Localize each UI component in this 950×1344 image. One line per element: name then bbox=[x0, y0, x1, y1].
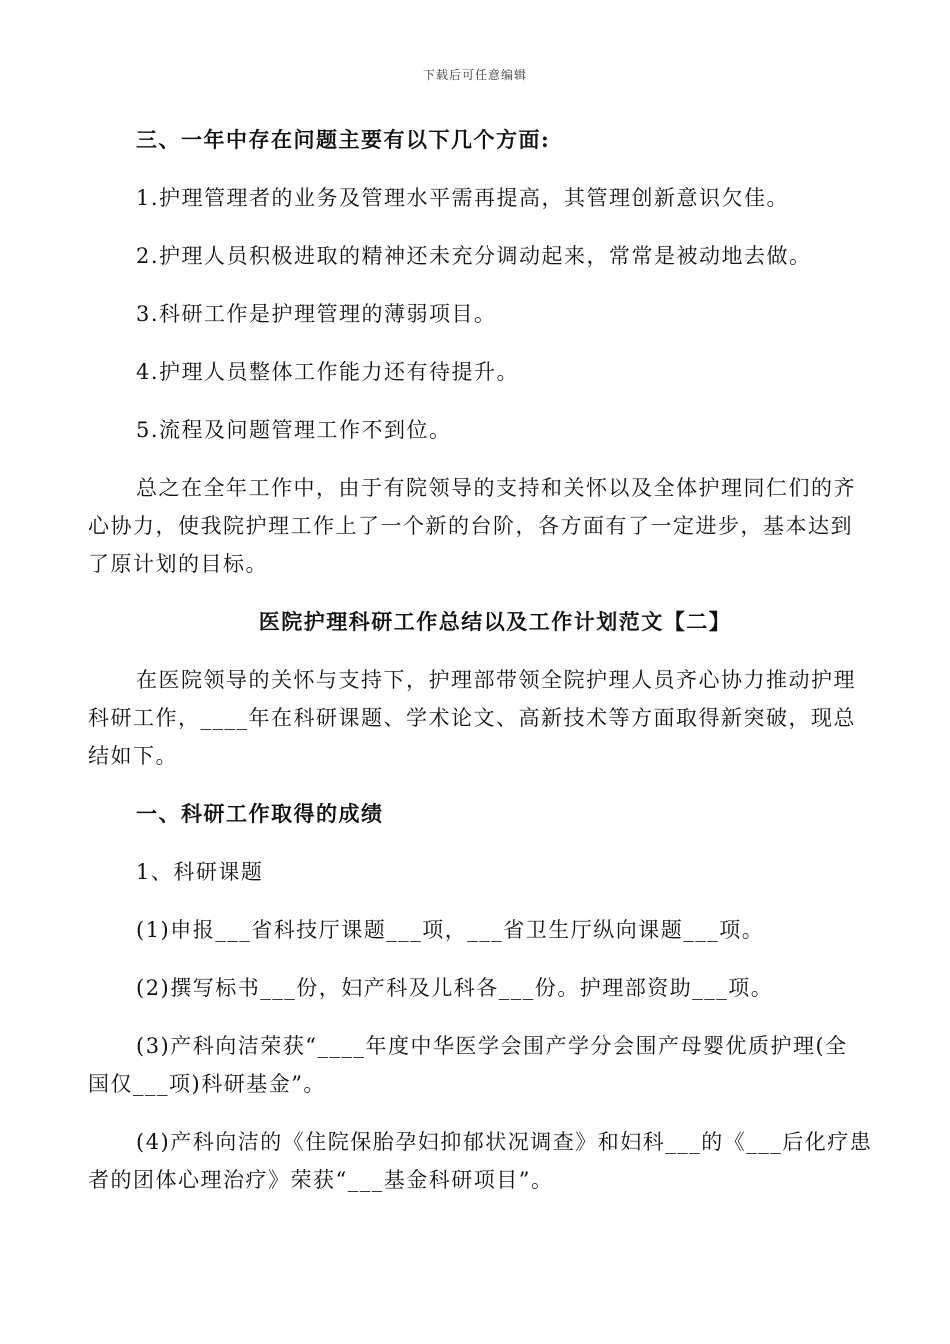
list-item: (3)产科向洁荣获“____年度中华医学会围产学分会围产母婴优质护理(全 bbox=[136, 1034, 848, 1058]
list-item: 5.流程及问题管理工作不到位。 bbox=[136, 418, 452, 442]
list-item: 2.护理人员积极进取的精神还未充分调动起来，常常是被动地去做。 bbox=[136, 244, 812, 268]
list-item: (4)产科向洁的《住院保胎孕妇抑郁状况调查》和妇科___的《___后化疗患 bbox=[136, 1130, 873, 1154]
document-title: 医院护理科研工作总结以及工作计划范文【二】 bbox=[258, 609, 732, 634]
summary-line: 了原计划的目标。 bbox=[88, 552, 268, 576]
list-item-continued: 者的团体心理治疗》荣获“___基金科研项目”。 bbox=[88, 1168, 554, 1192]
list-item: 1.护理管理者的业务及管理水平需再提高，其管理创新意识欠佳。 bbox=[136, 186, 790, 210]
section-three-heading: 三、一年中存在问题主要有以下几个方面: bbox=[136, 127, 551, 152]
list-item: 4.护理人员整体工作能力还有待提升。 bbox=[136, 360, 520, 384]
list-item: (2)撰写标书___份，妇产科及儿科各___份。护理部资助___项。 bbox=[136, 976, 774, 1000]
subheading: 1、科研课题 bbox=[136, 860, 264, 884]
header-note: 下载后可任意编辑 bbox=[422, 68, 527, 82]
intro-line: 在医院领导的关怀与支持下，护理部带领全院护理人员齐心协力推动护理 bbox=[136, 668, 856, 692]
section-one-heading: 一、科研工作取得的成绩 bbox=[136, 801, 384, 826]
summary-line: 总之在全年工作中，由于有院领导的支持和关怀以及全体护理同仁们的齐 bbox=[136, 476, 856, 500]
intro-line: 结如下。 bbox=[88, 744, 178, 768]
list-item: (1)申报___省科技厅课题___项，___省卫生厅纵向课题___项。 bbox=[136, 918, 765, 942]
intro-line: 科研工作，____年在科研课题、学术论文、高新技术等方面取得新突破，现总 bbox=[88, 706, 856, 730]
summary-line: 心协力，使我院护理工作上了一个新的台阶，各方面有了一定进步，基本达到 bbox=[88, 514, 853, 538]
list-item-continued: 国仅___项)科研基金”。 bbox=[88, 1072, 326, 1096]
list-item: 3.科研工作是护理管理的薄弱项目。 bbox=[136, 302, 497, 326]
